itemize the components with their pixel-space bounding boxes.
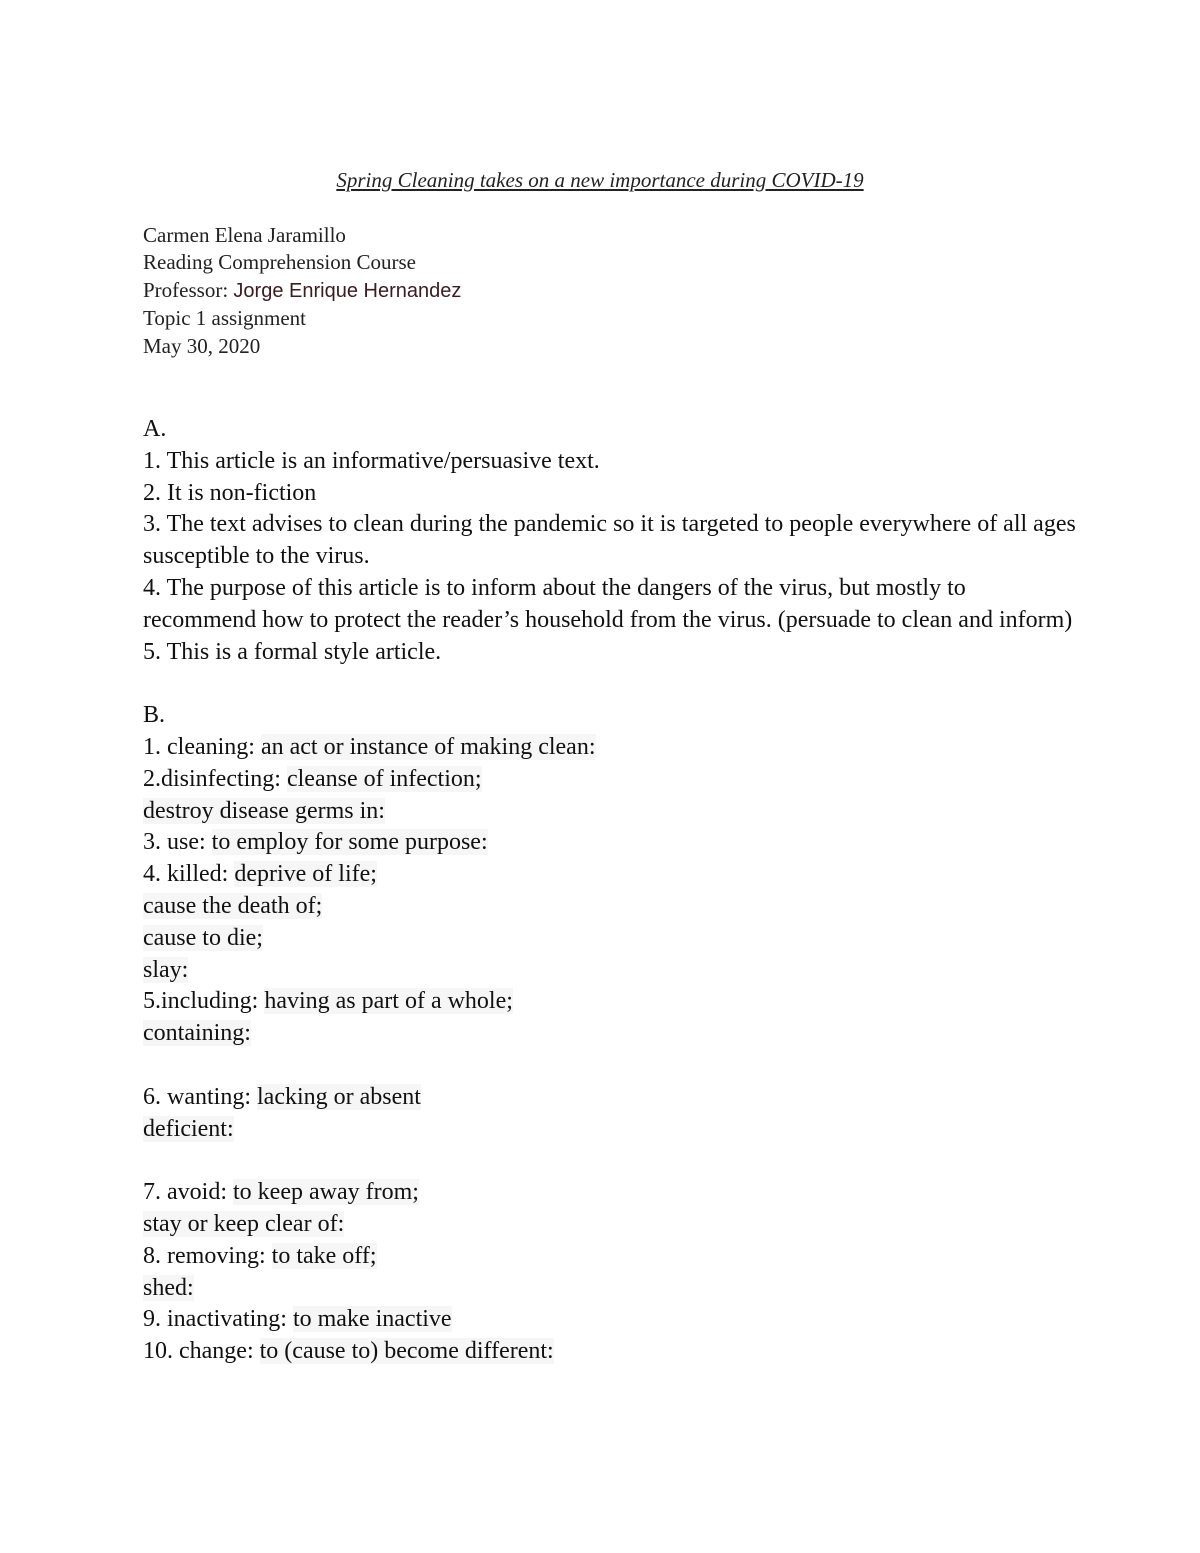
vocab-definition: to (cause to) become different: (259, 1338, 554, 1365)
section-b-heading: B. (143, 702, 166, 729)
item-gap (143, 1050, 1083, 1082)
section-a-heading: A. (143, 416, 167, 442)
vocab-term: 6. wanting: (143, 1083, 257, 1110)
vocab-term: 3. use: (143, 829, 212, 856)
vocab-definition-cont: destroy disease germs in: (143, 797, 385, 824)
vocab-term: 4. killed: (143, 861, 235, 888)
vocab-definition: cleanse of infection; (286, 765, 482, 792)
professor-line (143, 277, 461, 305)
vocab-definition: an act or instance of making clean: (260, 733, 596, 760)
vocab-definition-cont: containing: (143, 1020, 251, 1047)
vocab-item-4 (143, 859, 1083, 891)
answer-a-5: 5. This is a formal style article. (143, 638, 442, 665)
vocab-term: 1. cleaning: (143, 733, 261, 760)
professor-name: Jorge Enrique Hernandez (233, 279, 462, 302)
vocab-item-6-cont (143, 1114, 1083, 1146)
vocab-definition-cont: deficient: (143, 1115, 234, 1142)
vocab-item-5 (143, 986, 1083, 1018)
vocab-item-9 (143, 1304, 1083, 1336)
vocab-item-8 (143, 1241, 1083, 1273)
vocab-definition-cont: cause the death of; (143, 892, 323, 919)
vocab-term: 7. avoid: (143, 1179, 233, 1206)
vocab-item-8-cont (143, 1273, 1083, 1305)
document-title: Spring Cleaning takes on a new importance during COVID-19 (336, 168, 864, 192)
vocab-item-4-cont-1 (143, 891, 1083, 923)
item-gap (143, 1145, 1083, 1177)
answer-a-2: 2. It is non-fiction (143, 479, 317, 506)
vocab-definition: to take off; (271, 1242, 377, 1269)
vocab-item-6 (143, 1082, 1083, 1114)
vocab-term: 10. change: (143, 1338, 260, 1365)
professor-label: Professor: (143, 277, 234, 302)
vocab-definition-cont: slay: (143, 956, 189, 983)
answer-a-1: 1. This article is an informative/persuasive text. (143, 447, 600, 474)
vocab-definition: lacking or absent (257, 1083, 421, 1110)
document-header (143, 222, 461, 360)
vocab-definition: to make inactive (292, 1306, 452, 1333)
vocab-definition: having as part of a whole; (264, 988, 513, 1015)
vocab-definition: to keep away from; (233, 1179, 419, 1206)
vocab-item-2 (143, 764, 1083, 796)
vocab-term: 8. removing: (143, 1242, 272, 1269)
course-name: Reading Comprehension Course (143, 250, 416, 275)
vocab-item-7-cont (143, 1209, 1083, 1241)
answer-a-3: 3. The text advises to clean during the pandemic so it is targeted to people everywhere of all ages susceptible to the virus. (143, 511, 1076, 570)
vocab-item-5-cont (143, 1018, 1083, 1050)
vocab-definition: deprive of life; (234, 861, 377, 888)
answer-a-4: 4. The purpose of this article is to inform about the dangers of the virus, but mostly to recommend how to protect the reader’s household from the virus. (persuade to clean and inform) (143, 574, 1073, 633)
topic-line: Topic 1 assignment (143, 306, 307, 331)
vocab-item-7 (143, 1177, 1083, 1209)
vocab-item-1 (143, 732, 1083, 764)
vocab-item-3 (143, 827, 1083, 859)
date-line: May 30, 2020 (143, 333, 261, 358)
vocab-definition: to employ for some purpose: (211, 829, 488, 856)
vocab-term: 2.disinfecting: (143, 765, 287, 792)
vocab-definition-cont: cause to die; (143, 924, 263, 951)
section-gap (143, 668, 1083, 700)
vocab-term: 9. inactivating: (143, 1306, 293, 1333)
vocab-term: 5.including: (143, 988, 265, 1015)
vocab-item-2-cont (143, 796, 1083, 828)
vocab-definition-cont: shed: (143, 1274, 194, 1301)
vocab-item-10 (143, 1336, 1083, 1368)
vocab-definition-cont: stay or keep clear of: (143, 1210, 345, 1237)
answers-body (143, 414, 1083, 1368)
vocab-item-4-cont-3 (143, 955, 1083, 987)
author-name: Carmen Elena Jaramillo (143, 223, 346, 247)
vocab-item-4-cont-2 (143, 923, 1083, 955)
